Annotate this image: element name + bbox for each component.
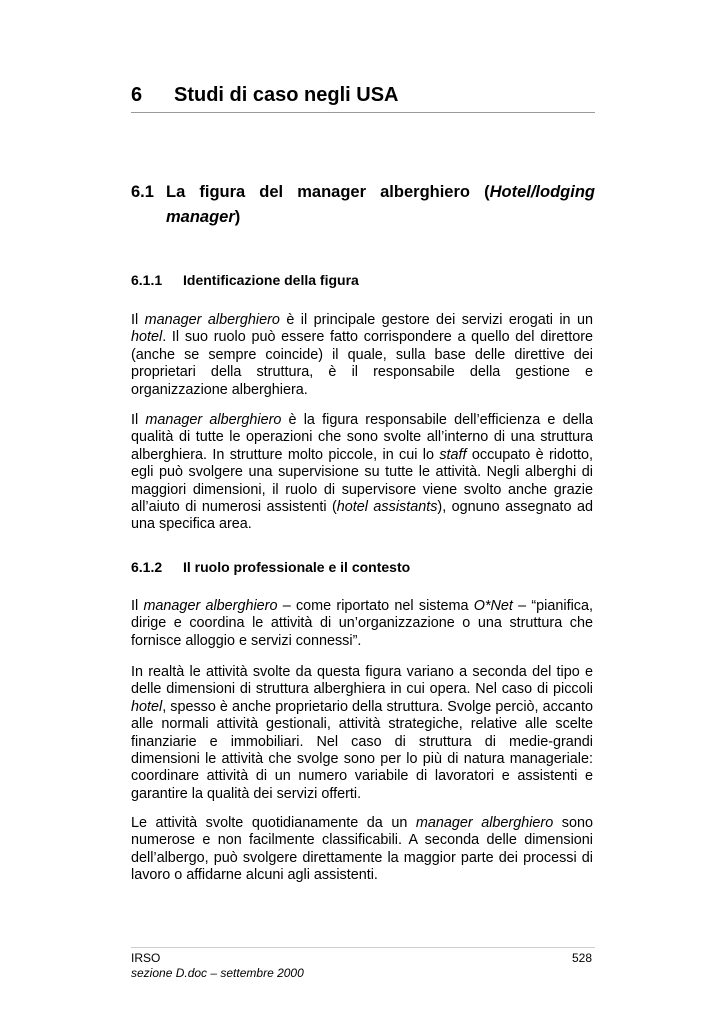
- section-title-emphasis: Hotel/lodging manager: [166, 183, 595, 226]
- paragraph: [131, 664, 593, 803]
- paragraph: [131, 815, 593, 885]
- section-number: 6.1: [131, 183, 154, 201]
- section-title: [166, 180, 595, 230]
- text-emphasis: manager alberghiero: [143, 598, 278, 614]
- text-run: Il: [131, 312, 145, 328]
- section-title-part: La figura del manager alberghiero (: [166, 183, 490, 201]
- footer-file: sezione D.doc – settembre 2000: [131, 966, 304, 980]
- text-run: Il: [131, 412, 146, 428]
- text-run: – “pianifica, dirige e coordina le attività di un’organizzazione o una struttura che fornisce alloggio e servizi connessi”.: [131, 598, 593, 649]
- footer-info: [131, 951, 304, 981]
- subsection-title: Il ruolo professionale e il contesto: [183, 559, 411, 575]
- text-emphasis: O*Net: [473, 598, 513, 614]
- text-emphasis: staff: [439, 446, 467, 463]
- chapter-title: Studi di caso negli USA: [174, 84, 399, 106]
- footer-org: IRSO: [131, 951, 161, 965]
- text-run: occupato è ridotto, egli può svolgere una supervisione su tutte le attività. Negli alberghi di maggiori dimensioni, il ruolo di supervisore viene svolto anche grazie all’aiuto di numerosi assistenti (: [131, 446, 593, 516]
- text-emphasis: hotel: [131, 698, 163, 715]
- subsection-heading: [131, 559, 410, 575]
- subsection-heading: [131, 272, 359, 288]
- footer-divider: [131, 947, 595, 948]
- text-emphasis: manager alberghiero: [144, 312, 280, 328]
- text-emphasis: hotel assistants: [336, 499, 438, 516]
- section-heading: [131, 180, 595, 230]
- chapter-heading: [131, 84, 595, 113]
- text-run: è la figura responsabile dell’efficienza e della qualità di tutte le operazioni che sono svolte all’interno di una struttura alberghiera. In strutture molto piccole, in cui lo: [131, 412, 593, 463]
- text-run: ), ognuno assegnato ad una specifica area.: [131, 499, 593, 533]
- text-run: Le attività svolte quotidianamente da un: [131, 815, 416, 831]
- paragraph: [131, 412, 593, 534]
- text-run: , spesso è anche proprietario della struttura. Svolge perciò, accanto alle normali attività gestionali, attività strategiche, relative alle scelte finanziarie e immobiliari. Nel caso di struttura di medie-grandi dimensioni le attività che svolge sono per lo più di natura manageriale: coordinare attività di un numero variabile di lavoratori e assistenti e garantire la qualità dei servizi offerti.: [131, 698, 593, 802]
- section-title-part: ): [234, 208, 241, 226]
- subsection-number: 6.1.1: [131, 272, 163, 288]
- text-emphasis: manager alberghiero: [415, 815, 554, 831]
- text-run: è il principale gestore dei servizi erogati in un: [279, 312, 593, 328]
- text-emphasis: manager alberghiero: [145, 412, 282, 428]
- text-run: sono numerose e non facilmente classificabili. A seconda delle dimensioni dell’albergo, può svolgere direttamente la maggior parte dei processi di lavoro o affidarne alcuni agli assistenti.: [131, 815, 593, 884]
- text-run: . Il suo ruolo può essere fatto corrispondere a quello del direttore (anche se sempre coincide) il quale, sulla base delle direttive dei proprietari della struttura, è il responsabile della gestione e organizzazione alberghiera.: [131, 329, 593, 398]
- text-run: In realtà le attività svolte da questa figura variano a seconda del tipo e delle dimensioni di struttura alberghiera in cui opera. Nel caso di piccoli: [131, 664, 593, 698]
- subsection-number: 6.1.2: [131, 559, 163, 575]
- page-number: 528: [571, 951, 592, 965]
- paragraph: [131, 312, 593, 399]
- subsection-title: Identificazione della figura: [183, 272, 359, 288]
- text-run: – come riportato nel sistema: [277, 598, 474, 614]
- text-emphasis: hotel: [131, 329, 163, 346]
- chapter-number: 6: [131, 84, 143, 106]
- text-run: Il: [131, 598, 144, 614]
- paragraph: [131, 598, 593, 650]
